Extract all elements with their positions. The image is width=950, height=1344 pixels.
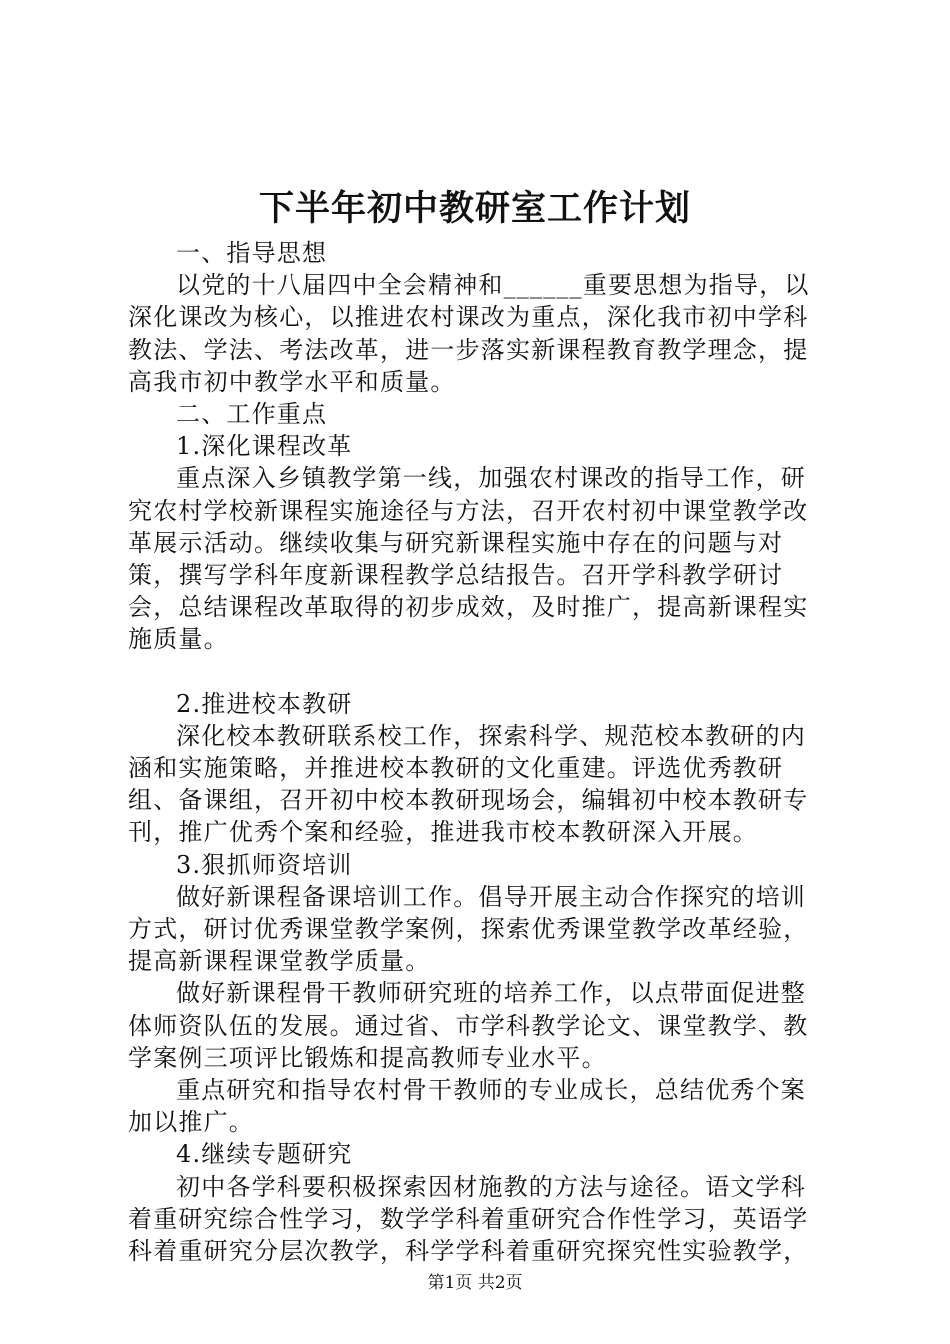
paragraph: 深化校本教研联系校工作，探索科学、规范校本教研的内涵和实施策略，并推进校本教研的文化重建。评选优秀教研组、备课组，召开初中校本教研现场会，编辑初中校本教研专刊，推广优秀个案和经验，推进我市校本教研深入开展。 (128, 721, 809, 847)
paragraph: 重点深入乡镇教学第一线，加强农村课改的指导工作，研究农村学校新课程实施途径与方法，召开农村初中课堂教学改革展示活动。继续收集与研究新课程实施中存在的问题与对策，撰写学科年度新课程教学总结报告。召开学科教学研讨会，总结课程改革取得的初步成效，及时推广，提高新课程实施质量。 (128, 464, 809, 654)
subsection-heading: 3.狠抓师资培训 (176, 850, 353, 879)
subsection-heading: 4.继续专题研究 (176, 1140, 353, 1169)
page-footer: 第1页 共2页 (427, 1273, 523, 1293)
paragraph: 重点研究和指导农村骨干教师的专业成长，总结优秀个案加以推广。 (128, 1076, 806, 1137)
paragraph: 做好新课程备课培训工作。倡导开展主动合作探究的培训方式，研讨优秀课堂教学案例，探索优秀课堂教学改革经验，提高新课程课堂教学质量。 (128, 882, 809, 976)
document-body (128, 237, 828, 1267)
paragraph: 初中各学科要积极探索因材施教的方法与途径。语文学科着重研究综合性学习，数学学科着重研究合作性学习，英语学科着重研究分层次教学，科学学科着重研究探究性实验教学， (128, 1172, 809, 1266)
section-heading: 二、工作重点 (176, 400, 328, 429)
subsection-heading: 1.深化课程改革 (176, 432, 353, 461)
document-title: 下半年初中教研室工作计划 (258, 188, 691, 229)
paragraph: 做好新课程骨干教师研究班的培养工作，以点带面促进整体师资队伍的发展。通过省、市学科教学论文、课堂教学、教学案例三项评比锻炼和提高教师专业水平。 (128, 979, 809, 1072)
subsection-heading: 2.推进校本教研 (176, 689, 353, 718)
paragraph: 以党的十八届四中全会精神和______重要思想为指导，以深化课改为核心，以推进农村课改为重点，深化我市初中学科教法、学法、考法改革，进一步落实新课程教育教学理念，提高我市初中教学水平和质量。 (128, 271, 810, 396)
section-heading: 一、指导思想 (176, 239, 328, 267)
